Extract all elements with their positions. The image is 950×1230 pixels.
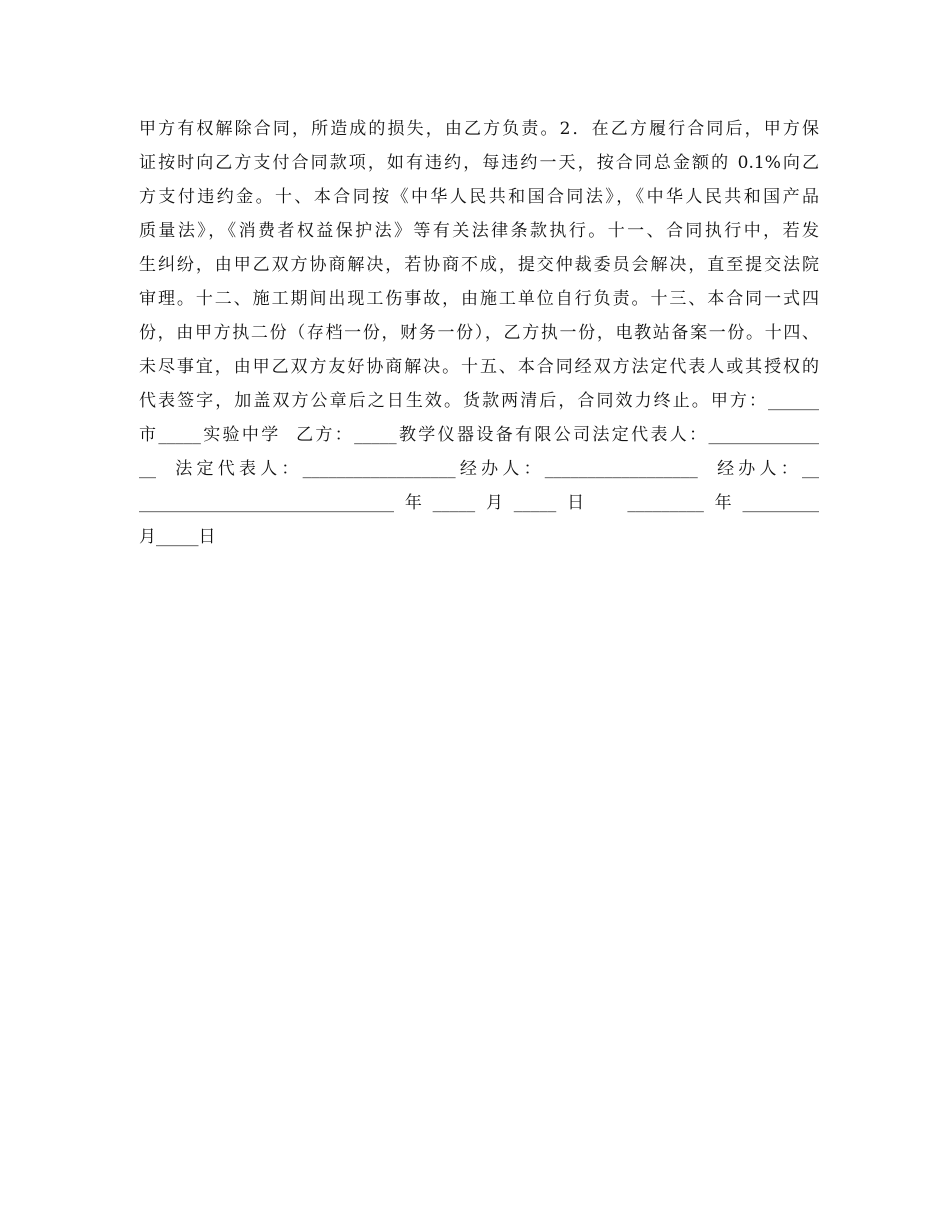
text-line: 方支付违约金。十、本合同按《中华人民共和国合同法》，《中华人民共和国产品: [139, 187, 819, 207]
text-line: 生纠纷，由甲乙双方协商解决，若协商不成，提交仲裁委员会解决，直至提交法院: [139, 255, 819, 275]
text-line: 审理。十二、施工期间出现工伤事故，由施工单位自行负责。十三、本合同一式四: [139, 289, 819, 309]
text-line: ______________________________年_____月_____日 _________年_________: [139, 493, 819, 513]
text-line: __ 法定代表人：__________________经办人：__________________ 经办人：__: [139, 459, 819, 479]
text-line: 份，由甲方执二份（存档一份，财务一份），乙方执一份，电教站备案一份。十四、: [139, 323, 819, 343]
text-line: 质量法》，《消费者权益保护法》等有关法律条款执行。十一、合同执行中，若发: [139, 221, 819, 241]
text-line: 未尽事宜，由甲乙双方友好协商解决。十五、本合同经双方法定代表人或其授权的: [139, 357, 819, 377]
text-line: 月_____日: [139, 527, 216, 547]
text-line: 市_____实验中学 乙方：_____教学仪器设备有限公司法定代表人：_____________: [139, 425, 819, 445]
text-line: 证按时向乙方支付合同款项，如有违约，每违约一天，按合同总金额的 0.1%向乙: [139, 153, 819, 173]
text-line: 代表签字，加盖双方公章后之日生效。货款两清后，合同效力终止。甲方：______: [139, 391, 819, 411]
contract-body-text: [139, 112, 819, 554]
text-line: 甲方有权解除合同，所造成的损失，由乙方负责。2．在乙方履行合同后，甲方保: [139, 119, 819, 139]
